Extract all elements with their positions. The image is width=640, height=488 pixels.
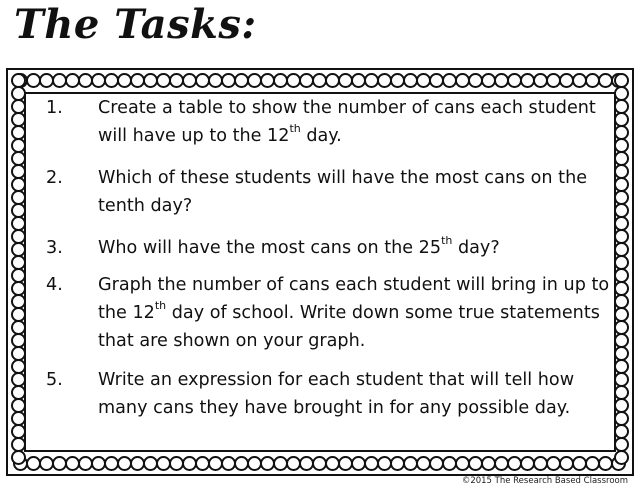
task-card: [24, 92, 616, 452]
task-text: Write an expression for each student that will tell how many cans they have brought in for any possible day.: [98, 370, 575, 418]
task-text: Which of these students will have the most cans on the tenth day?: [98, 168, 588, 216]
task-number: 1.: [46, 98, 63, 118]
task-number: 3.: [46, 238, 63, 258]
task-text: Create a table to show the number of cans each student will have up to the 12th day.: [98, 98, 596, 146]
copyright-footer: ©2015 The Research Based Classroom: [461, 476, 628, 486]
task-text: Who will have the most cans on the 25th day?: [98, 234, 500, 258]
task-number: 5.: [46, 370, 63, 390]
task-number: 4.: [46, 275, 63, 295]
page-title: The Tasks:: [14, 1, 257, 48]
task-number: 2.: [46, 168, 63, 188]
task-text: Graph the number of cans each student will bring in up to the 12th day of school. Write down some true statements that are shown on your graph.: [98, 275, 610, 351]
